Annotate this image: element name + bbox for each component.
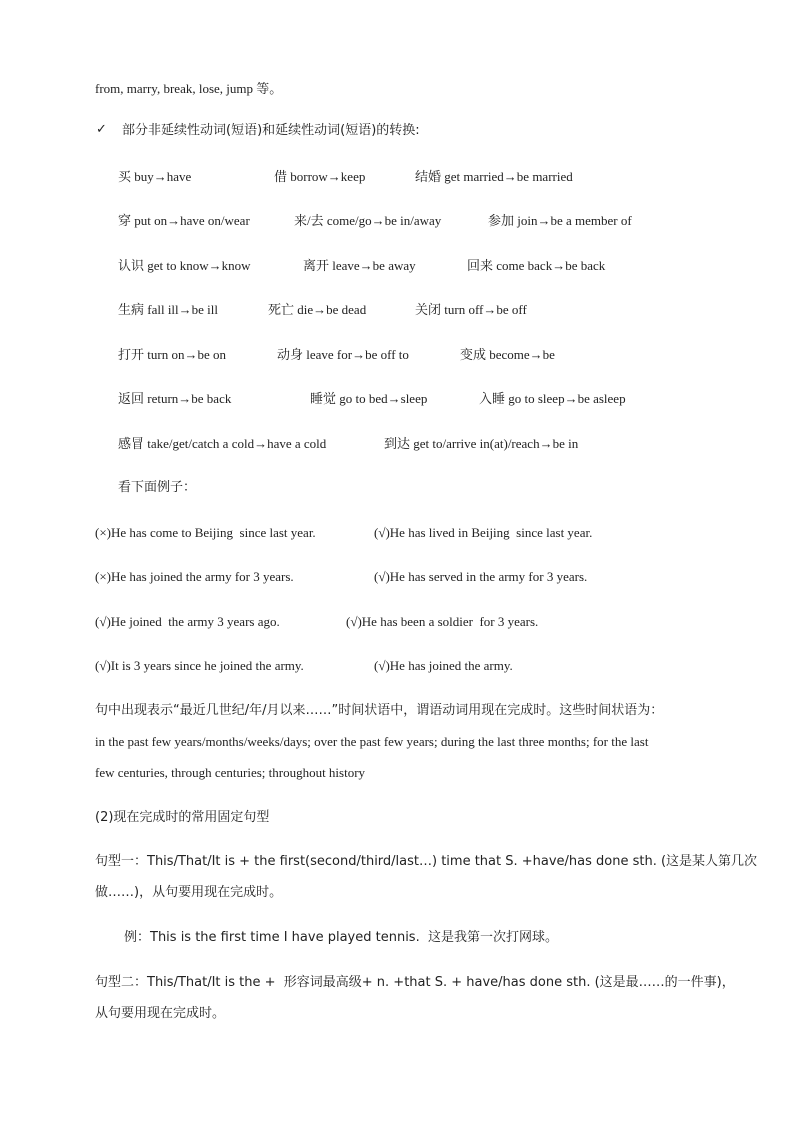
example-sentence: (√)He has served in the army for 3 years.	[374, 569, 588, 584]
subheading: (2)现在完成时的常用固定句型	[95, 810, 270, 825]
note-line: in the past few years/months/weeks/days; over the past few years; during the last three months; for the last	[95, 734, 649, 749]
conversion-item: 入睡 go to sleep→be asleep	[479, 391, 626, 406]
conversion-item: 打开 turn on→be on	[118, 347, 226, 362]
examples-label: 看下面例子：	[118, 480, 197, 495]
conversion-item: 认识 get to know→know	[118, 258, 251, 273]
conversion-item: 买 buy→have	[118, 169, 192, 184]
example-sentence: (√)He has joined the army.	[374, 658, 513, 673]
checkmark-icon: ✓	[96, 122, 107, 137]
conversion-item: 到达 get to/arrive in(at)/reach→be in	[384, 436, 579, 451]
example-sentence: (×)He has joined the army for 3 years.	[95, 569, 294, 584]
note-line: 句中出现表示“最近几世纪/年/月以来……”时间状语中，谓语动词用现在完成时。这些时间状语为：	[95, 703, 664, 718]
example-sentence: (√)He has lived in Beijing since last year.	[374, 525, 593, 540]
conversion-item: 借 borrow→keep	[274, 169, 366, 184]
conversion-item: 生病 fall ill→be ill	[118, 302, 219, 317]
example-sentence: (√)He has been a soldier for 3 years.	[346, 614, 539, 629]
pattern-two-line: 句型二：This/That/It is the + 形容词最高级+ n. +that S. + have/has done sth. (这是最……的一件事)，	[95, 975, 735, 990]
conversion-item: 回来 come back→be back	[467, 258, 606, 273]
conversion-item: 变成 become→be	[460, 347, 555, 362]
conversion-item: 参加 join→be a member of	[488, 213, 632, 228]
pattern-one-line: 做……)，从句要用现在完成时。	[95, 885, 283, 900]
conversion-item: 返回 return→be back	[118, 391, 232, 406]
conversion-item: 死亡 die→be dead	[268, 302, 367, 317]
pattern-one-line: 句型一：This/That/It is + the first(second/third/last…) time that S. +have/has done sth. (这是某人第几次	[95, 854, 758, 869]
section-heading: 部分非延续性动词(短语)和延续性动词(短语)的转换:	[122, 123, 420, 138]
conversion-item: 感冒 take/get/catch a cold→have a cold	[118, 436, 327, 451]
example-sentence: (√)He joined the army 3 years ago.	[95, 614, 280, 629]
intro-line: from, marry, break, lose, jump 等。	[95, 81, 283, 96]
note-line: few centuries, through centuries; throughout history	[95, 765, 366, 780]
conversion-item: 睡觉 go to bed→sleep	[310, 391, 428, 406]
conversion-item: 来/去 come/go→be in/away	[294, 213, 442, 228]
conversion-item: 结婚 get married→be married	[415, 169, 573, 184]
pattern-two-line: 从句要用现在完成时。	[95, 1006, 226, 1021]
example-sentence: (×)He has come to Beijing since last year.	[95, 525, 316, 540]
conversion-item: 穿 put on→have on/wear	[118, 213, 250, 228]
conversion-item: 动身 leave for→be off to	[277, 347, 409, 362]
conversion-item: 关闭 turn off→be off	[415, 302, 527, 317]
conversion-item: 离开 leave→be away	[303, 258, 416, 273]
example-sentence: (√)It is 3 years since he joined the army.	[95, 658, 304, 673]
pattern-one-example: 例：This is the first time I have played tennis. 这是我第一次打网球。	[124, 930, 558, 945]
